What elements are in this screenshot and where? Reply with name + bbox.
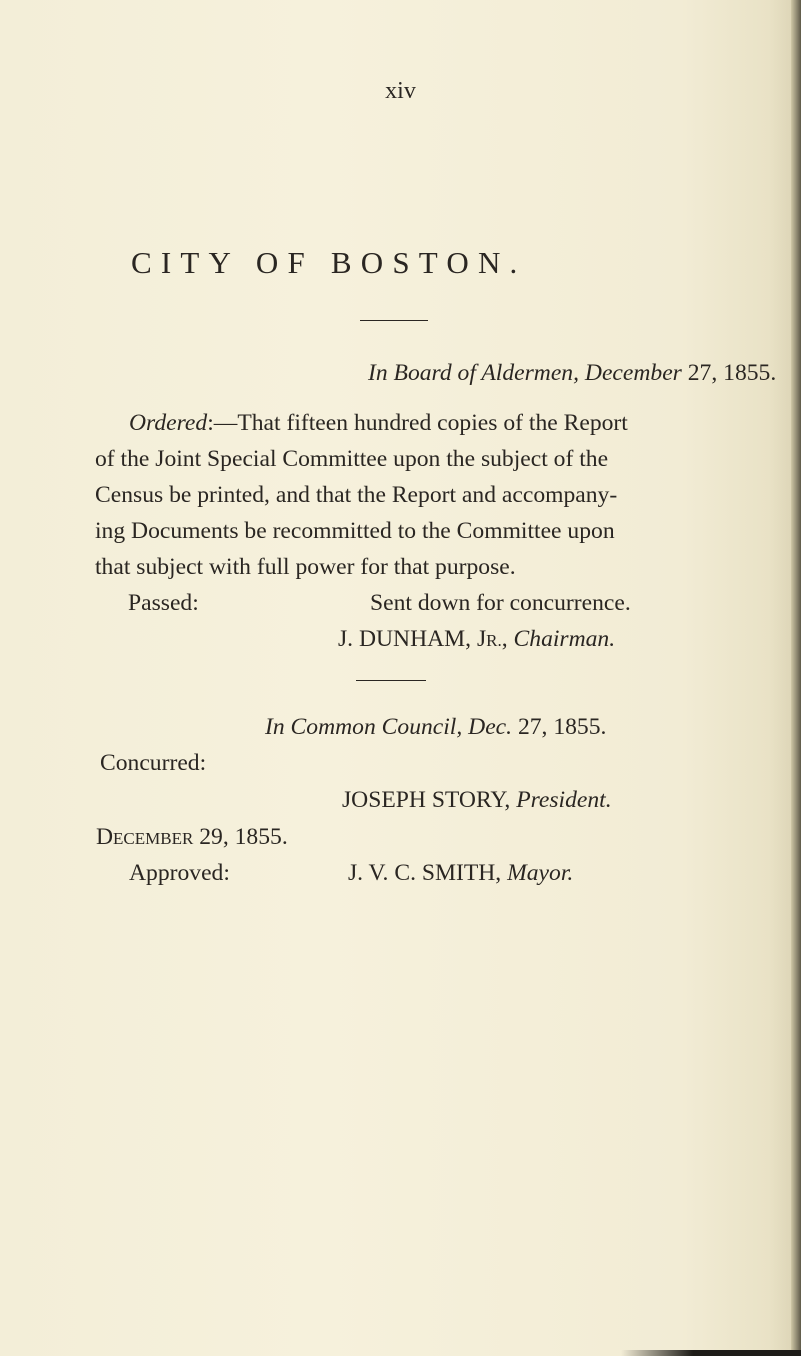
council-dateline-italic: In Common Council, Dec.	[265, 714, 513, 740]
passed-label: Passed:	[128, 590, 199, 616]
divider-rule	[356, 680, 426, 681]
page-bottom-shadow	[621, 1350, 801, 1356]
chairman-name: J. DUNHAM,	[338, 626, 477, 652]
aldermen-dateline	[368, 360, 776, 387]
aldermen-dateline-italic: In Board of Aldermen, December	[368, 360, 682, 386]
ordered-label: Ordered	[129, 410, 208, 436]
order-line-3: Census be printed, and that the Report and accompany-	[95, 482, 618, 508]
sent-down-text: Sent down for concurrence.	[370, 590, 631, 616]
order-line-2: of the Joint Special Committee upon the subject of the	[95, 446, 609, 472]
concurred-label: Concurred:	[100, 750, 207, 776]
mayor-name: J. V. C. SMITH,	[348, 860, 508, 886]
divider-rule	[360, 320, 428, 321]
chairman-comma: ,	[501, 626, 514, 652]
mayor-signature	[348, 860, 573, 887]
order-line-1-text: :—That fifteen hundred copies of the Report	[207, 410, 628, 436]
mayor-title: Mayor.	[507, 860, 574, 886]
president-signature	[342, 787, 612, 814]
page-number: xiv	[385, 78, 416, 104]
page-edge-shadow	[791, 0, 801, 1356]
approved-label: Approved:	[129, 860, 230, 886]
chairman-suffix-initial: J	[476, 626, 487, 652]
council-dateline-date: 27, 1855.	[512, 714, 607, 740]
council-dateline	[265, 714, 606, 741]
approval-date-month: ECEMBER	[113, 829, 194, 848]
approval-date-day: 29, 1855.	[193, 824, 288, 850]
aldermen-dateline-date: 27, 1855.	[681, 360, 777, 386]
chairman-signature	[338, 626, 615, 653]
president-name: JOSEPH STORY,	[342, 787, 517, 813]
order-line-4: ing Documents be recommitted to the Committee upon	[95, 518, 615, 544]
approval-date-initial: D	[96, 824, 114, 850]
president-title: President.	[516, 787, 612, 813]
chairman-title: Chairman.	[513, 626, 616, 652]
chairman-suffix-rest: R.	[486, 631, 502, 650]
document-title: CITY OF BOSTON.	[131, 245, 527, 280]
order-line-1	[129, 410, 628, 437]
order-line-5: that subject with full power for that purpose.	[95, 554, 516, 580]
approval-date	[96, 824, 288, 851]
